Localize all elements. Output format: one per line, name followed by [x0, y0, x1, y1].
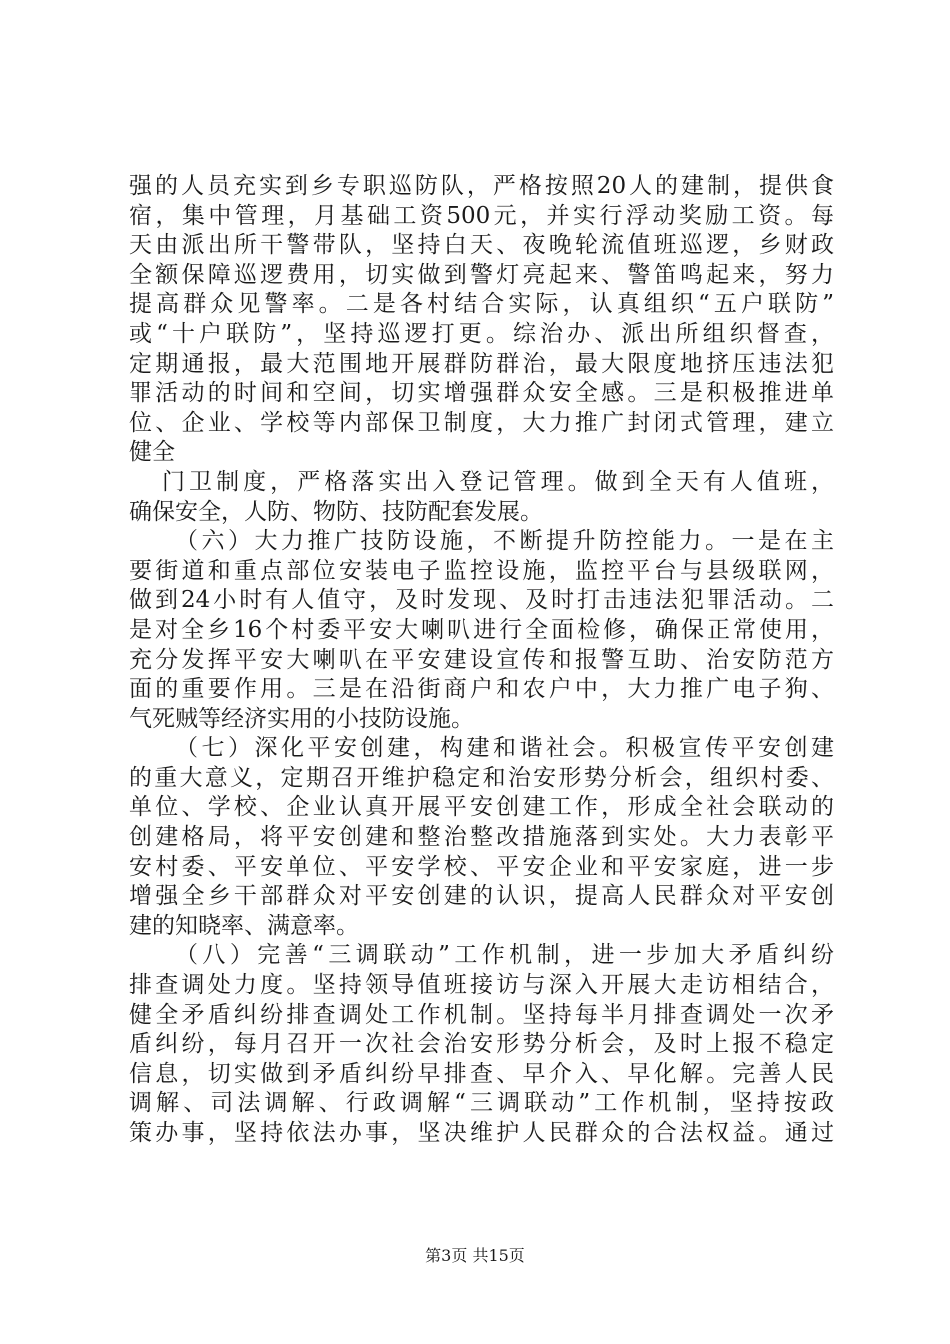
text-line: 门卫制度，严格落实出入登记管理。做到全天有人值班，	[162, 468, 834, 495]
text-line: 盾纠纷，每月召开一次社会治安形势分析会，及时上报不稳定	[129, 1031, 834, 1058]
text-line: 提高群众见警率。二是各村结合实际，认真组织“五户联防”	[129, 291, 834, 318]
text-line: 调解、司法调解、行政调解“三调联动”工作机制，坚持按政	[129, 1090, 834, 1117]
text-line: 面的重要作用。三是在沿街商户和农户中，大力推广电子狗、	[129, 676, 834, 703]
text-line: （八）完善“三调联动”工作机制，进一步加大矛盾纠纷	[175, 942, 834, 969]
text-line: 健全矛盾纠纷排查调处工作机制。坚持每半月排查调处一次矛	[129, 1001, 834, 1028]
text-line: 定期通报，最大范围地开展群防群治，最大限度地挤压违法犯	[129, 350, 834, 377]
text-line: 信息，切实做到矛盾纠纷早排查、早介入、早化解。完善人民	[129, 1060, 834, 1087]
document-body	[129, 172, 834, 1149]
text-line: 全额保障巡逻费用，切实做到警灯亮起来、警笛鸣起来，努力	[129, 261, 834, 288]
text-line: 强的人员充实到乡专职巡防队，严格按照20人的建制，提供食	[129, 173, 834, 199]
text-line: 宿，集中管理，月基础工资500元，并实行浮动奖励工资。每	[129, 202, 834, 229]
text-line: 气死贼等经济实用的小技防设施。	[129, 705, 474, 732]
text-line: （六）大力推广技防设施，不断提升防控能力。一是在主	[175, 528, 834, 555]
text-line: 确保安全，人防、物防、技防配套发展。	[129, 498, 543, 525]
text-line: 健全	[129, 439, 175, 466]
text-line: 建的知晓率、满意率。	[129, 912, 359, 939]
text-line: 创建格局，将平安创建和整治整改措施落到实处。大力表彰平	[129, 824, 834, 851]
text-line: 位、企业、学校等内部保卫制度，大力推广封闭式管理，建立	[129, 409, 834, 436]
text-line: 增强全乡干部群众对平安创建的认识，提高人民群众对平安创	[129, 883, 834, 910]
text-line: 是对全乡16个村委平安大喇叭进行全面检修，确保正常使用，	[129, 616, 834, 643]
text-line: 充分发挥平安大喇叭在平安建设宣传和报警互助、治安防范方	[129, 646, 834, 673]
text-line: 天由派出所干警带队，坚持白天、夜晚轮流值班巡逻，乡财政	[129, 232, 834, 259]
text-line: 安村委、平安单位、平安学校、平安企业和平安家庭，进一步	[129, 853, 834, 880]
text-line: 或“十户联防”，坚持巡逻打更。综治办、派出所组织督查，	[129, 320, 834, 347]
text-line: 要街道和重点部位安装电子监控设施，监控平台与县级联网，	[129, 557, 834, 584]
text-line: 排查调处力度。坚持领导值班接访与深入开展大走访相结合，	[129, 972, 834, 999]
text-line: （七）深化平安创建，构建和谐社会。积极宣传平安创建	[175, 735, 834, 762]
text-line: 做到24小时有人值守，及时发现、及时打击违法犯罪活动。二	[129, 587, 834, 614]
text-line: 罪活动的时间和空间，切实增强群众安全感。三是积极推进单	[129, 380, 834, 407]
text-line: 单位、学校、企业认真开展平安创建工作，形成全社会联动的	[129, 794, 834, 821]
page-number-footer: 第3页 共15页	[425, 1246, 525, 1265]
text-line: 的重大意义，定期召开维护稳定和治安形势分析会，组织村委、	[129, 764, 834, 791]
text-line: 策办事，坚持依法办事，坚决维护人民群众的合法权益。通过	[129, 1120, 834, 1146]
